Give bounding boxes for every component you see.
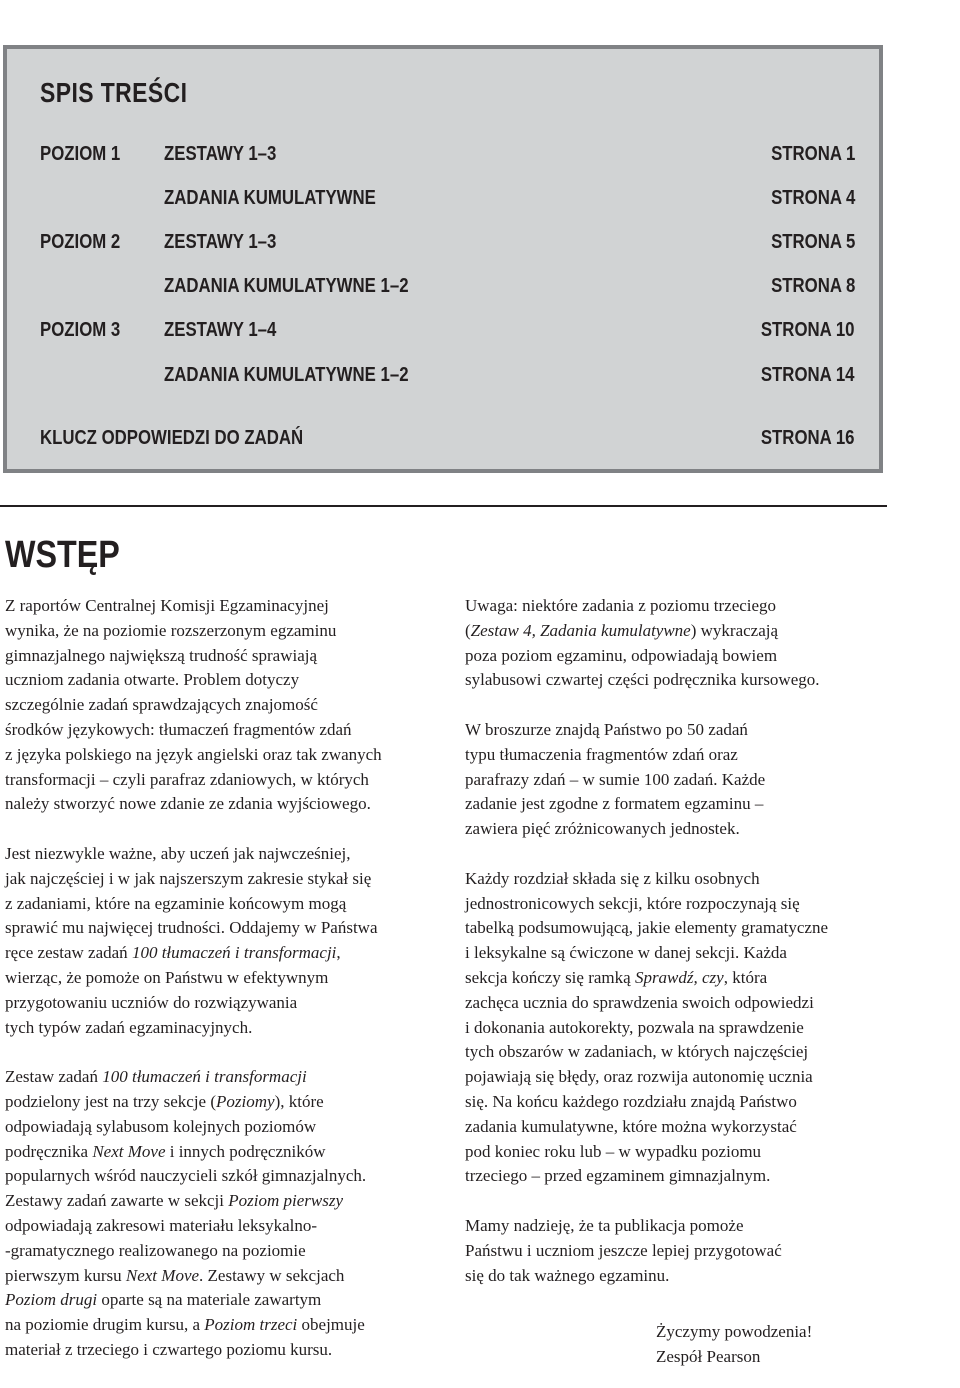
book-title: 100 tłumaczeń i transformacji <box>102 1067 307 1087</box>
text-line: Z raportów Centralnej Komisji Egzaminacyjnej <box>5 596 329 615</box>
text-line: Mamy nadzieję, że ta publikacja pomoże <box>465 1215 744 1235</box>
text-line: zadanie jest zgodne z formatem egzaminu – <box>465 794 764 814</box>
text-line: -gramatycznego realizowanego na poziomie <box>5 1240 306 1260</box>
toc-level: POZIOM 1 <box>40 143 121 165</box>
toc-level: POZIOM 3 <box>40 319 121 341</box>
text-run: ręce zestaw zadań <box>5 943 132 963</box>
text-line <box>5 1313 435 1338</box>
toc-level: KLUCZ ODPOWIEDZI DO ZADAŃ <box>40 427 304 449</box>
intro-paragraph <box>5 1065 435 1363</box>
closing-wish: Życzymy powodzenia! <box>656 1322 813 1341</box>
book-title: Next Move <box>92 1141 166 1161</box>
text-run: obejmuje <box>297 1315 365 1335</box>
section-term: Poziomy <box>216 1091 275 1111</box>
text-line: zawiera pięć zróżnicowanych jednostek. <box>465 819 740 839</box>
text-line <box>5 1264 435 1289</box>
toc-row[interactable] <box>7 187 879 215</box>
text-run: . Zestawy w sekcjach <box>199 1265 345 1285</box>
toc-page: STRONA 4 <box>770 187 855 209</box>
text-run: ( <box>465 620 471 640</box>
text-run: , która <box>723 967 768 987</box>
text-run: sekcja kończy się ramką <box>465 967 635 987</box>
text-line: z języka polskiego na język angielski oraz tak zwanych <box>5 744 382 764</box>
text-run: , <box>336 943 341 963</box>
text-line <box>5 1090 435 1115</box>
text-line: trzeciego – przed egzaminem gimnazjalnym. <box>465 1166 771 1186</box>
text-line <box>465 966 890 991</box>
text-line: Każdy rozdział składa się z kilku osobnych <box>465 868 760 888</box>
section-term: Sprawdź, czy <box>634 967 724 987</box>
toc-row[interactable] <box>7 364 879 392</box>
section-term: Poziom drugi <box>5 1290 98 1310</box>
text-line: środków językowych: tłumaczeń fragmentów zdań <box>5 719 352 739</box>
text-line: odpowiadają sylabusom kolejnych poziomów <box>5 1116 317 1136</box>
intro-paragraph <box>465 718 890 842</box>
section-term: Poziom trzeci <box>204 1315 298 1335</box>
text-line: Państwu i uczniom jeszcze lepiej przygotować <box>465 1240 782 1260</box>
text-line <box>5 1140 435 1165</box>
toc-level: POZIOM 2 <box>40 231 121 253</box>
text-line: poza poziom egzaminu, odpowiadają bowiem <box>465 645 778 665</box>
text-line <box>5 1065 435 1090</box>
intro-paragraph <box>465 867 890 1189</box>
text-run: pierwszym kursu <box>5 1265 126 1285</box>
text-line: wierząc, że pomoże on Państwu w efektywnym <box>5 967 329 987</box>
book-title: Next Move <box>125 1265 200 1285</box>
text-run: podręcznika <box>5 1141 93 1161</box>
intro-heading: WSTĘP <box>5 534 120 576</box>
text-run: Zestawy zadań zawarte w sekcji <box>5 1191 229 1211</box>
intro-right-column <box>465 594 890 1313</box>
text-line: się do tak ważnego egzaminu. <box>465 1265 670 1285</box>
text-line: zadania kumulatywne, które można wykorzystać <box>465 1116 797 1136</box>
toc-section-name: ZESTAWY 1–4 <box>164 319 277 341</box>
toc-page: STRONA 14 <box>761 364 855 386</box>
toc-page: STRONA 8 <box>770 275 855 297</box>
intro-left-column <box>5 594 435 1388</box>
toc-row[interactable] <box>7 143 879 171</box>
text-run: Zestaw zadań <box>5 1067 103 1087</box>
text-line: Uwaga: niektóre zadania z poziomu trzeciego <box>465 596 777 615</box>
text-run: ) wykraczają <box>690 620 779 640</box>
toc-section-name: ZADANIA KUMULATYWNE 1–2 <box>164 275 409 297</box>
text-line: transformacji – czyli parafraz zdaniowych, w których <box>5 769 369 789</box>
toc-section-name: ZADANIA KUMULATYWNE <box>164 187 376 209</box>
text-line: tabelką podsumowującą, jakie elementy gramatyczne <box>465 918 828 938</box>
toc-section-name: ZADANIA KUMULATYWNE 1–2 <box>164 364 409 386</box>
text-line <box>5 941 435 966</box>
text-line: materiał z trzeciego i czwartego poziomu kursu. <box>5 1339 333 1359</box>
text-line: pod koniec roku lub – w wypadku poziomu <box>465 1141 762 1161</box>
text-line: przygotowaniu uczniów do rozwiązywania <box>5 992 298 1012</box>
text-line: W broszurze znajdą Państwo po 50 zadań <box>465 719 748 739</box>
text-line: sprawić mu najwięcej trudności. Oddajemy w Państwa <box>5 918 378 938</box>
text-line: odpowiadają zakresowi materiału leksykalno- <box>5 1215 318 1235</box>
text-line: wynika, że na poziomie rozszerzonym egzaminu <box>5 620 337 640</box>
text-line: się. Na końcu każdego rozdziału znajdą Państwo <box>465 1091 797 1111</box>
signature <box>656 1320 812 1370</box>
text-line: parafrazy zdań – w sumie 100 zadań. Każde <box>465 769 766 789</box>
text-line: jak najczęściej i w jak najszerszym zakresie stykał się <box>5 868 372 888</box>
toc-row[interactable] <box>7 231 879 259</box>
text-line: należy stworzyć nowe zdanie ze zdania wyjściowego. <box>5 794 371 814</box>
intro-paragraph <box>465 1214 890 1288</box>
text-line: pojawiają się błędy, oraz rozwija autonomię ucznia <box>465 1067 813 1087</box>
text-line: jednostronicowych sekcji, które rozpoczynają się <box>465 893 800 913</box>
toc-page: STRONA 1 <box>770 143 855 165</box>
author-name: Zespół Pearson <box>656 1346 761 1366</box>
text-run: i innych podręczników <box>165 1141 326 1161</box>
text-line: Jest niezwykle ważne, aby uczeń jak najwcześniej, <box>5 843 351 863</box>
text-line: sylabusowi czwartej części podręcznika kursowego. <box>465 670 820 690</box>
toc-section-name: ZESTAWY 1–3 <box>164 231 277 253</box>
text-line <box>465 619 890 644</box>
toc-section-name: ZESTAWY 1–3 <box>164 143 277 165</box>
section-term: Poziom pierwszy <box>228 1191 343 1211</box>
section-divider <box>0 505 887 507</box>
text-line: popularnych wśród nauczycieli szkół gimnazjalnych. <box>5 1166 367 1186</box>
text-line: szczególnie zadań sprawdzających znajomość <box>5 695 318 715</box>
text-line: z zadaniami, które na egzaminie końcowym mogą <box>5 893 347 913</box>
text-run: ), które <box>274 1091 324 1111</box>
text-line: zachęca ucznia do sprawdzenia swoich odpowiedzi <box>465 992 814 1012</box>
toc-page: STRONA 10 <box>761 319 855 341</box>
text-line <box>5 1288 435 1313</box>
toc-page: STRONA 5 <box>770 231 855 253</box>
text-line <box>5 1189 435 1214</box>
text-line: i leksykalne są ćwiczone w danej sekcji. Każda <box>465 943 787 963</box>
text-line: uczniom zadania otwarte. Problem dotyczy <box>5 670 300 690</box>
intro-paragraph <box>5 842 435 1040</box>
toc-row[interactable] <box>7 275 879 303</box>
text-run: podzielony jest na trzy sekcje ( <box>5 1091 217 1111</box>
text-line: i dokonania autokorekty, pozwala na sprawdzenie <box>465 1017 804 1037</box>
text-line: tych typów zadań egzaminacyjnych. <box>5 1017 253 1037</box>
intro-paragraph <box>5 594 435 817</box>
book-title: 100 tłumaczeń i transformacji <box>131 943 337 963</box>
toc-page: STRONA 16 <box>761 427 855 449</box>
section-term: Zestaw 4, Zadania kumulatywne <box>470 620 691 640</box>
intro-paragraph <box>465 594 890 693</box>
text-line: gimnazjalnego największą trudność sprawiają <box>5 645 318 665</box>
toc-row[interactable] <box>7 319 879 347</box>
text-line: typu tłumaczenia fragmentów zdań oraz <box>465 744 738 764</box>
text-run: na poziomie drugim kursu, a <box>5 1315 205 1335</box>
text-run: oparte są na materiale zawartym <box>97 1290 322 1310</box>
toc-title: SPIS TREŚCI <box>40 77 188 108</box>
toc-row[interactable] <box>7 427 879 455</box>
table-of-contents <box>3 45 883 473</box>
text-line: tych obszarów w zadaniach, w których najczęściej <box>465 1042 809 1062</box>
